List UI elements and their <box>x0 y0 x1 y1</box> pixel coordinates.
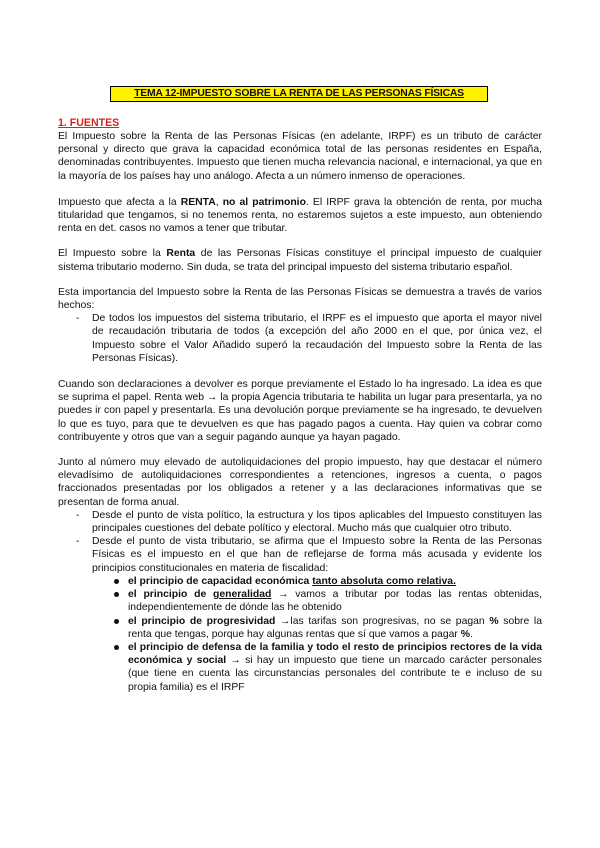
principle-defensa-familia: el principio de defensa de la familia y todo el resto de principios rectores de la vida económica y social → si hay un impuesto que tiene un marcado carácter personales (que tiene en cuenta las circunstancias personales del contribute te e incluso de su propia familia) es el IRPF <box>58 641 542 694</box>
facts-list <box>58 312 542 365</box>
dash-marker: - <box>76 509 80 521</box>
paragraph-autoliquidaciones: Junto al número muy elevado de autoliquidaciones del propio impuesto, hay que destacar el número elevadísimo de autoliquidaciones correspondientes a retenciones, ingresos a cuenta, o pagos fraccionados presentadas por los obligados a retener y a las declaraciones informativas que se presentan de forma anual. <box>58 457 542 508</box>
list-item: - Desde el punto de vista político, la estructura y los tipos aplicables del Impuesto constituyen las principales cuestiones del debate político y electoral. Mucho más que cualquier otro tributo. <box>76 509 542 535</box>
dash-marker: - <box>76 313 80 325</box>
bullet-icon <box>114 592 119 597</box>
section-heading-fuentes: 1. FUENTES <box>58 117 120 129</box>
principle-capacidad-economica: el principio de capacidad económica tanto absoluta como relativa. <box>58 575 542 588</box>
bullet-icon <box>114 579 119 584</box>
bullet-icon <box>114 645 119 650</box>
list-item: - De todos los impuestos del sistema tributario, el IRPF es el impuesto que aporta el mayor nivel de recaudación tributaria de todos (a excepción del año 2000 en el que, por única vez, el Impuesto sobre el Valor Añadido superó la recaudación del Impuesto sobre la Renta de las Personas Físicas). <box>76 313 542 364</box>
page-title: TEMA 12-IMPUESTO SOBRE LA RENTA DE LAS PERSONAS FÍSICAS <box>110 86 488 102</box>
principle-progresividad: el principio de progresividad →las tarifas son progresivas, no se pagan % sobre la renta que tengas, porque hay algunas rentas que sí que vamos a pagar %. <box>58 615 542 641</box>
bullet-icon <box>114 619 119 624</box>
principle-generalidad: el principio de generalidad → vamos a tributar por todas las rentas obtenidas, independientemente de dónde las he obtenido <box>58 588 542 614</box>
viewpoints-list <box>58 509 542 575</box>
paragraph-renta: Impuesto que afecta a la RENTA, no al patrimonio. El IRPF grava la obtención de renta, por mucha titularidad que tengamos, si no tenemos renta, no estaremos sujetos a este impuesto, aun obteniendo renta en det. casos no vamos a tener que tributar. <box>58 196 542 235</box>
paragraph-declaraciones: Cuando son declaraciones a devolver es porque previamente el Estado lo ha ingresado. La idea es que se suprima el papel. Renta web → la propia Agencia tributaria te habilita un lugar para presentarla, ya no puedes ir con papel y presentarla. Es una devolución porque previamente se ha ingresado, te devuelven lo que es tuyo, para que te devuelven es que has pagado pagos a cuenta. Hay quien va cobrar como contribuyente y otros que van a seguir pagando aunque ya hayan pagado. <box>58 379 542 443</box>
paragraph-intro: El Impuesto sobre la Renta de las Personas Físicas (en adelante, IRPF) es un tributo de carácter personal y directo que grava la capacidad económica total de las personas residentes en España, denominadas contribuyentes. Impuesto que tienen mucha relevancia nacional, e internacional, ya que en la mayoría de los países hay uno análogo. Afecta a un número inmenso de operaciones. <box>58 131 542 182</box>
paragraph-principal-impuesto: El Impuesto sobre la Renta de las Personas Físicas constituye el principal impuesto de cualquier sistema tributario moderno. Sin duda, se trata del principal impuesto del sistema tributario español. <box>58 248 543 273</box>
list-item: - Desde el punto de vista tributario, se afirma que el Impuesto sobre la Renta de las Personas Físicas es el impuesto en el que han de reflejarse de forma más acusada y evidente los principios constitucionales en materia de fiscalidad: <box>76 536 542 574</box>
dash-marker: - <box>76 536 80 548</box>
paragraph-importancia: Esta importancia del Impuesto sobre la Renta de las Personas Físicas se demuestra a través de varios hechos: <box>58 286 542 312</box>
principles-list <box>58 575 542 694</box>
document-body <box>58 117 542 694</box>
